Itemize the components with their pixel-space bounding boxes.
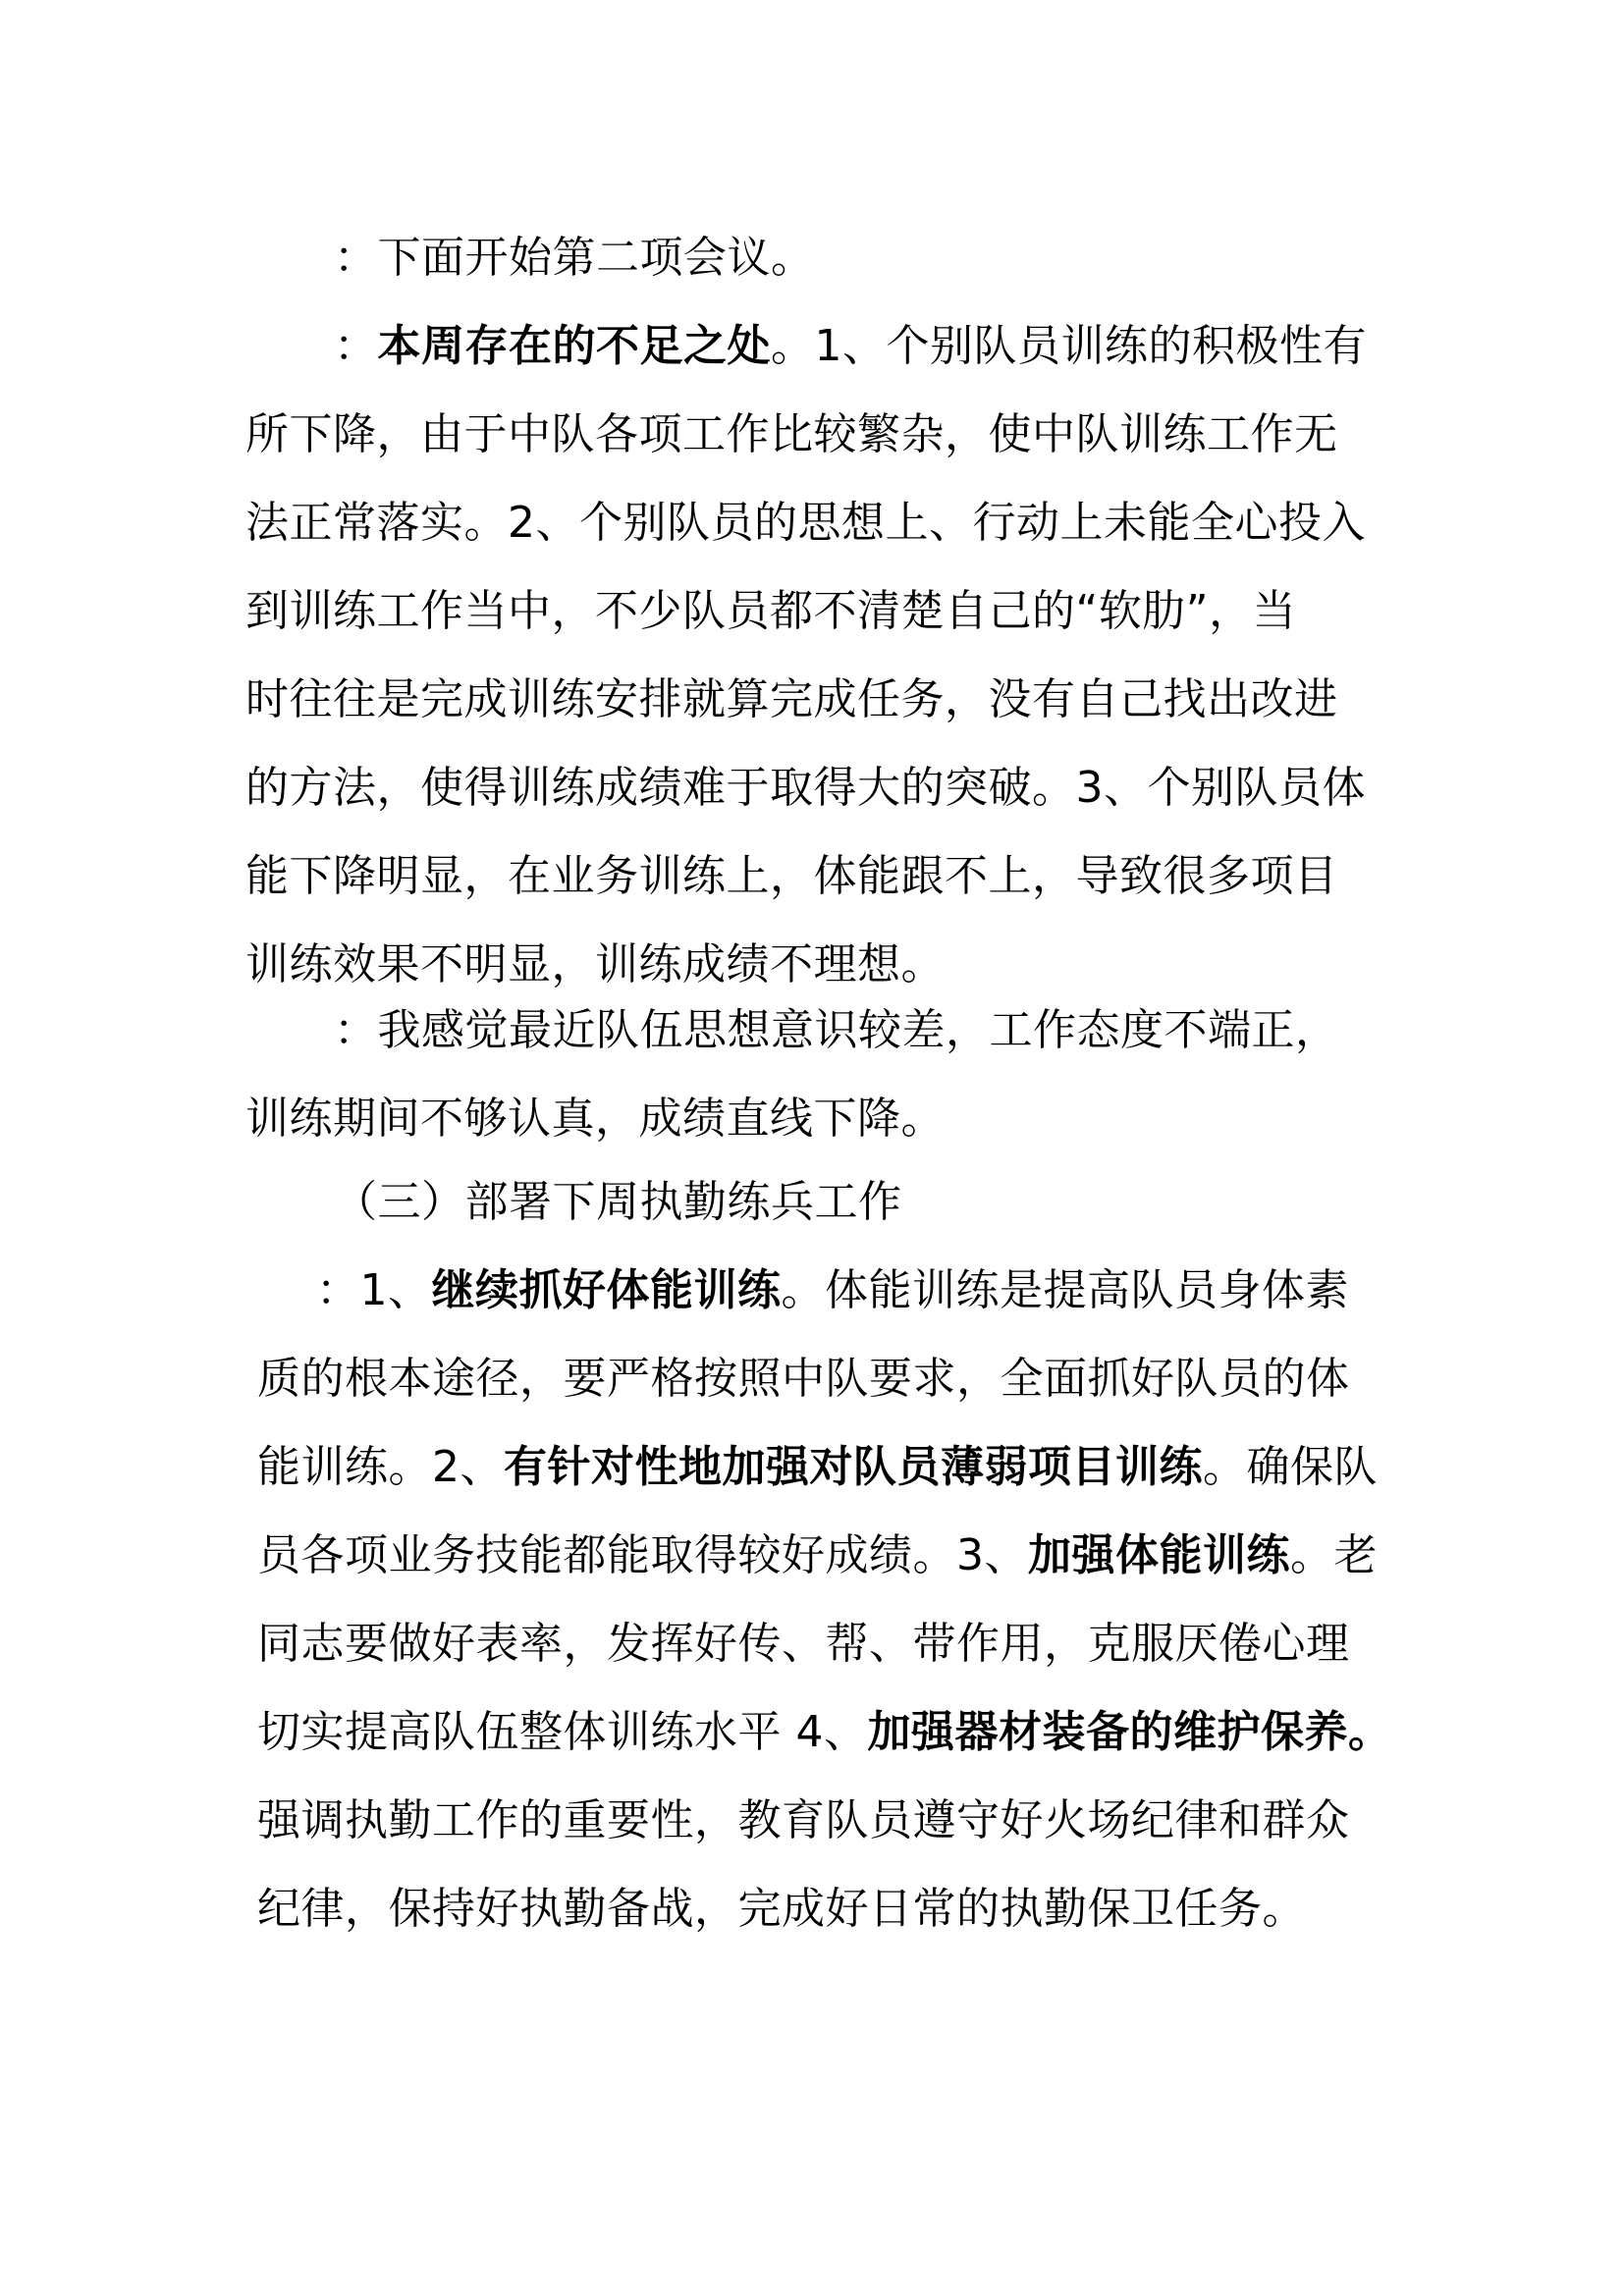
text-line: 时往往是完成训练安排就算完成任务，没有自己找出改进 bbox=[245, 674, 1338, 724]
bold-heading-text: 加强器材装备的维护保养。 bbox=[867, 1707, 1392, 1757]
text-line: 的方法，使得训练成绩难于取得大的突破。3、个别队员体 bbox=[245, 763, 1366, 813]
heading-text: （三）部署下周执勤练兵工作 bbox=[334, 1177, 902, 1227]
text-line: ：下面开始第二项会议。 bbox=[334, 233, 815, 283]
bold-heading-text: 有针对性地加强对队员薄弱项目训练 bbox=[504, 1442, 1203, 1492]
line-rest: 。1、个别队员训练的积极性有 bbox=[771, 321, 1367, 371]
paragraph-meeting-intro bbox=[334, 214, 815, 302]
bold-heading-text: 本周存在的不足之处 bbox=[377, 321, 771, 371]
paragraph-team-attitude bbox=[245, 987, 1339, 1163]
line-rest: 。体能训练是提高队员身体素 bbox=[781, 1265, 1349, 1315]
text-line: 所下降，由于中队各项工作比较繁杂，使中队训练工作无 bbox=[245, 409, 1338, 459]
text-line: 能下降明显，在业务训练上，体能跟不上，导致很多项目 bbox=[245, 851, 1338, 901]
text-line bbox=[257, 1688, 1391, 1777]
paragraph-next-week-plan bbox=[257, 1247, 1391, 1953]
text-line: 到训练工作当中，不少队员都不清楚自己的“软肋”，当 bbox=[245, 586, 1297, 636]
text-line bbox=[257, 1423, 1391, 1512]
text-line: 强调执勤工作的重要性，教育队员遵守好火场纪律和群众 bbox=[257, 1795, 1350, 1845]
text-line: 质的根本途径，要严格按照中队要求，全面抓好队员的体 bbox=[257, 1354, 1350, 1404]
text-line bbox=[257, 1512, 1391, 1600]
text-line bbox=[245, 302, 1367, 391]
text-line: 训练期间不够认真，成绩直线下降。 bbox=[245, 1094, 945, 1144]
bold-heading-text: 继续抓好体能训练 bbox=[431, 1265, 782, 1315]
line-rest: 。确保队 bbox=[1203, 1442, 1378, 1492]
section-heading bbox=[334, 1158, 902, 1247]
text-line: ：我感觉最近队伍思想意识较差，工作态度不端正， bbox=[334, 1005, 1339, 1055]
paragraph-weekly-shortcomings bbox=[245, 302, 1367, 1009]
line-prefix: 能训练。2、 bbox=[257, 1442, 504, 1492]
text-line: 同志要做好表率，发挥好传、帮、带作用，克服厌倦心理 bbox=[257, 1619, 1350, 1669]
text-line: 法正常落实。2、个别队员的思想上、行动上未能全心投入 bbox=[245, 498, 1366, 548]
text-line: 纪律，保持好执勤备战，完成好日常的执勤保卫任务。 bbox=[257, 1884, 1306, 1934]
line-prefix: 切实提高队伍整体训练水平 4、 bbox=[257, 1707, 868, 1757]
line-rest: 。老 bbox=[1290, 1530, 1378, 1580]
line-prefix: ：1、 bbox=[316, 1265, 432, 1315]
line-prefix: ： bbox=[334, 321, 378, 371]
bold-heading-text: 加强体能训练 bbox=[1028, 1530, 1290, 1580]
text-line: 训练效果不明显，训练成绩不理想。 bbox=[245, 939, 945, 989]
line-prefix: 员各项业务技能都能取得较好成绩。3、 bbox=[257, 1530, 1028, 1580]
text-line bbox=[257, 1247, 1391, 1335]
